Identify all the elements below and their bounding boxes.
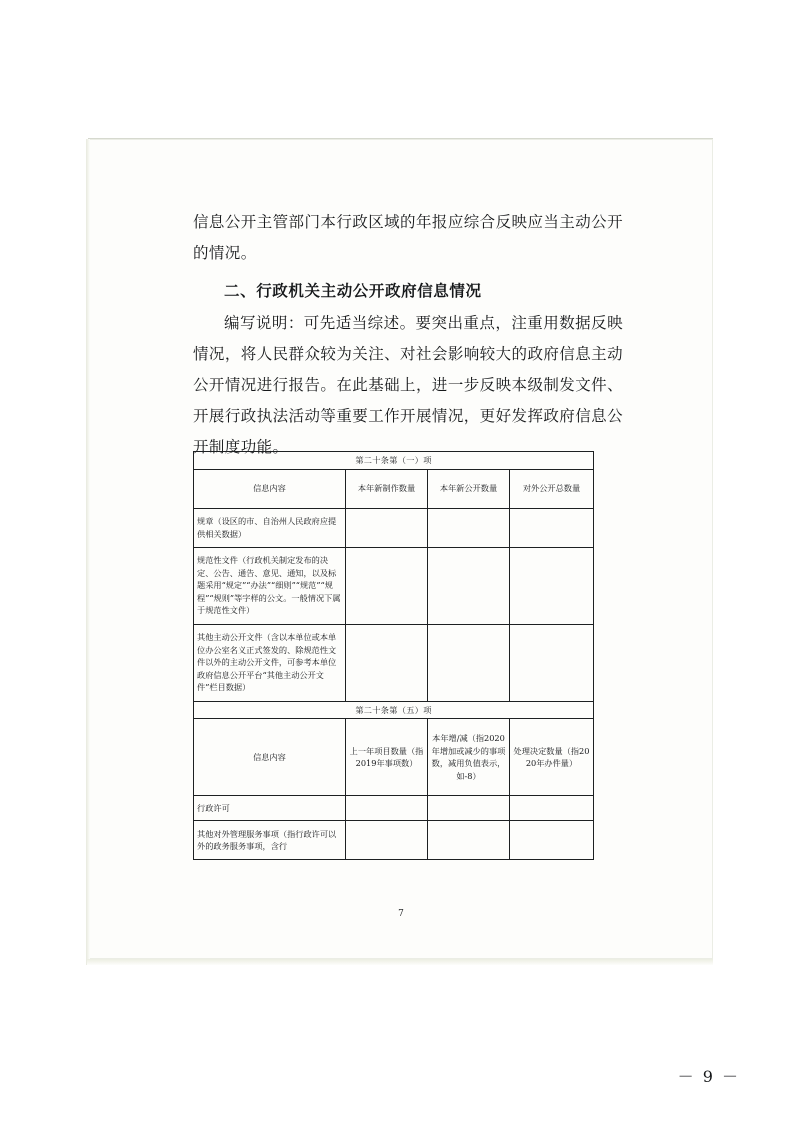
table-row: [194, 719, 594, 796]
table-row: [194, 547, 594, 624]
row-label-regulations: 规章（设区的市、自治州人民政府应提供相关数据）: [194, 508, 346, 547]
paragraph-2: 编写说明：可先适当综述。要突出重点，注重用数据反映情况，将人民群众较为关注、对社会影响较大的政府信息主动公开情况进行报告。在此基础上，进一步反映本级制发文件、开展行政执法活动等重要工作开展情况，更好发挥政府信息公开制度功能。: [193, 314, 623, 456]
row-label-other-service-matters: 其他对外管理服务事项（指行政许可以外的政务服务事项，含行: [194, 821, 346, 860]
cell-value[interactable]: [510, 624, 594, 701]
column-header-total-disclosed: 对外公开总数量: [510, 469, 594, 508]
table-row: [194, 796, 594, 821]
table-row: [194, 508, 594, 547]
row-label-administrative-license: 行政许可: [194, 796, 346, 821]
cell-value[interactable]: [346, 821, 428, 860]
column-header-info-content: 信息内容: [194, 469, 346, 508]
government-info-disclosure-table: [193, 451, 594, 860]
section-five-title: 第二十条第（五）项: [194, 701, 594, 719]
page-folio: － 9 －: [677, 1067, 740, 1086]
paragraph-1: 信息公开主管部门本行政区域的年报应综合反映应当主动公开的情况。: [193, 213, 623, 262]
table-container: [193, 451, 593, 860]
cell-value[interactable]: [510, 821, 594, 860]
table-row: [194, 624, 594, 701]
table-row: [194, 701, 594, 719]
cell-value[interactable]: [346, 508, 428, 547]
column-header-year-change: 本年增/减（指2020年增加或减少的事项数，减用负值表示，如-8）: [428, 719, 510, 796]
section-one-title: 第二十条第（一）项: [194, 452, 594, 470]
table-row: [194, 821, 594, 860]
scanned-page: [88, 138, 713, 959]
inner-page-number: 7: [398, 909, 404, 919]
cell-value[interactable]: [428, 796, 510, 821]
column-header-info-content-2: 信息内容: [194, 719, 346, 796]
cell-value[interactable]: [428, 547, 510, 624]
column-header-decision-count: 处理决定数量（指2020年办件量）: [510, 719, 594, 796]
cell-value[interactable]: [346, 624, 428, 701]
row-label-other-proactive-documents: 其他主动公开文件（含以本单位或本单位办公室名义正式签发的、除规范性文件以外的主动公开文件，可参考本单位政府信息公开平台“其他主动公开文件”栏目数据）: [194, 624, 346, 701]
cell-value[interactable]: [428, 508, 510, 547]
cell-value[interactable]: [346, 547, 428, 624]
cell-value[interactable]: [428, 624, 510, 701]
column-header-new-created: 本年新制作数量: [346, 469, 428, 508]
document-body: [193, 207, 623, 465]
cell-value[interactable]: [346, 796, 428, 821]
table-row: [194, 452, 594, 470]
table-row: [194, 469, 594, 508]
cell-value[interactable]: [510, 508, 594, 547]
cell-value[interactable]: [510, 547, 594, 624]
cell-value[interactable]: [428, 821, 510, 860]
cell-value[interactable]: [510, 796, 594, 821]
column-header-new-disclosed: 本年新公开数量: [428, 469, 510, 508]
column-header-prev-year-count: 上一年项目数量（指2019年事项数）: [346, 719, 428, 796]
section-heading: 二、行政机关主动公开政府信息情况: [224, 281, 482, 300]
row-label-normative-documents: 规范性文件（行政机关制定发布的决定、公告、通告、意见、通知，以及标题采用“规定”“办法”“细则”“规范”“规程”“规则”等字样的公文。一般情况下属于规范性文件）: [194, 547, 346, 624]
